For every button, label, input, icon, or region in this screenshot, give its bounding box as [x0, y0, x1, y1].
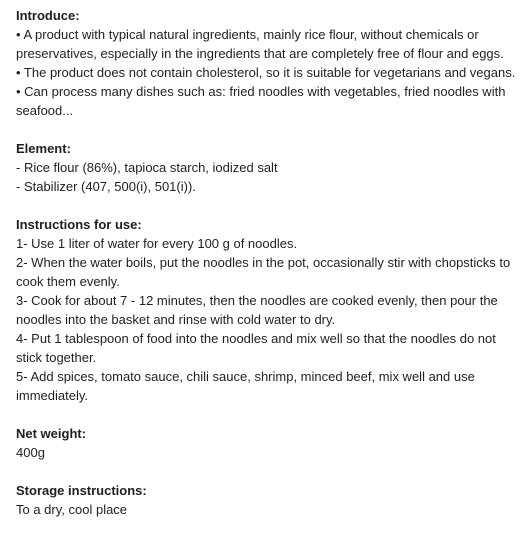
net-weight-section	[16, 424, 524, 462]
element-line: - Rice flour (86%), tapioca starch, iodized salt	[16, 160, 278, 175]
section-spacer	[16, 196, 524, 215]
instructions-title: Instructions for use:	[16, 217, 142, 232]
section-spacer	[16, 462, 524, 481]
instruction-step: 1- Use 1 liter of water for every 100 g of noodles.	[16, 236, 298, 251]
element-title: Element:	[16, 141, 71, 156]
instructions-section	[16, 215, 524, 405]
introduce-section	[16, 6, 524, 120]
instruction-step: 3- Cook for about 7 - 12 minutes, then the noodles are cooked evenly, then pour the noodles into the basket and rinse with cold water to dry.	[16, 293, 498, 327]
element-line: - Stabilizer (407, 500(i), 501(i)).	[16, 179, 196, 194]
section-spacer	[16, 405, 524, 424]
net-weight-title: Net weight:	[16, 426, 87, 441]
storage-title: Storage instructions:	[16, 483, 147, 498]
storage-section	[16, 481, 524, 519]
introduce-bullet: • The product does not contain cholesterol, so it is suitable for vegetarians and vegans.	[16, 65, 516, 80]
instruction-step: 2- When the water boils, put the noodles in the pot, occasionally stir with chopsticks to cook them evenly.	[16, 255, 511, 289]
net-weight-value: 400g	[16, 445, 45, 460]
element-section	[16, 139, 524, 196]
introduce-title: Introduce:	[16, 8, 80, 23]
storage-value: To a dry, cool place	[16, 502, 128, 517]
introduce-bullet: • A product with typical natural ingredients, mainly rice flour, without chemicals or preservatives, especially in the ingredients that are completely free of flour and eggs.	[16, 27, 504, 61]
section-spacer	[16, 120, 524, 139]
instruction-step: 4- Put 1 tablespoon of food into the noodles and mix well so that the noodles do not stick together.	[16, 331, 496, 365]
introduce-bullet: • Can process many dishes such as: fried noodles with vegetables, fried noodles with seafood...	[16, 84, 506, 118]
instruction-step: 5- Add spices, tomato sauce, chili sauce, shrimp, minced beef, mix well and use immediately.	[16, 369, 475, 403]
